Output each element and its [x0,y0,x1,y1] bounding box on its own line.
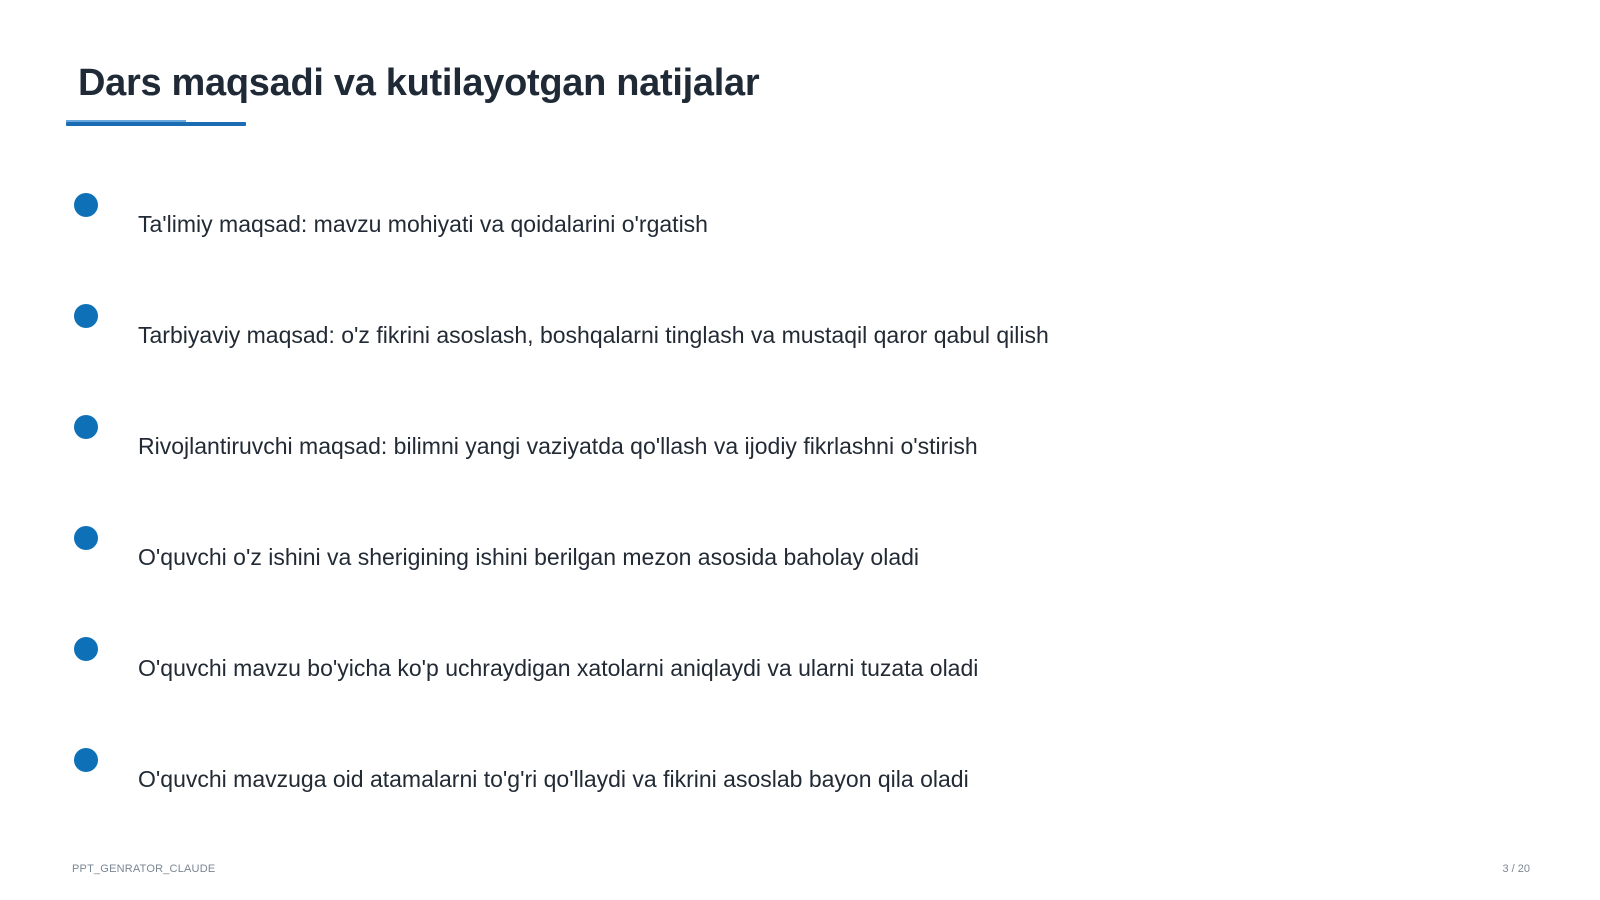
bullet-text: O'quvchi mavzu bo'yicha ko'p uchraydigan xatolarni aniqlaydi va ularni tuzata oladi [138,655,979,681]
page-number: 3 / 20 [1502,863,1530,875]
bullet-dot-icon [74,637,98,661]
slide-title: Dars maqsadi va kutilayotgan natijalar [78,62,760,104]
list-item [0,637,1600,697]
bullet-dot-icon [74,304,98,328]
bullet-dot-icon [74,526,98,550]
list-item [0,415,1600,475]
bullet-text: O'quvchi mavzuga oid atamalarni to'g'ri qo'llaydi va fikrini asoslab bayon qila oladi [138,766,969,792]
list-item [0,526,1600,586]
bullet-text: Ta'limiy maqsad: mavzu mohiyati va qoidalarini o'rgatish [138,211,708,237]
footer-source: PPT_GENRATOR_CLAUDE [72,863,216,875]
list-item [0,748,1600,808]
bullet-dot-icon [74,748,98,772]
bullet-dot-icon [74,193,98,217]
bullet-text: Tarbiyaviy maqsad: o'z fikrini asoslash, boshqalarni tinglash va mustaqil qaror qabul qilish [138,322,1049,348]
bullet-text: O'quvchi o'z ishini va sherigining ishini berilgan mezon asosida baholay oladi [138,544,920,570]
bullet-dot-icon [74,415,98,439]
list-item [0,193,1600,253]
list-item [0,304,1600,364]
bullet-text: Rivojlantiruvchi maqsad: bilimni yangi vaziyatda qo'llash va ijodiy fikrlashni o'stirish [138,433,978,459]
